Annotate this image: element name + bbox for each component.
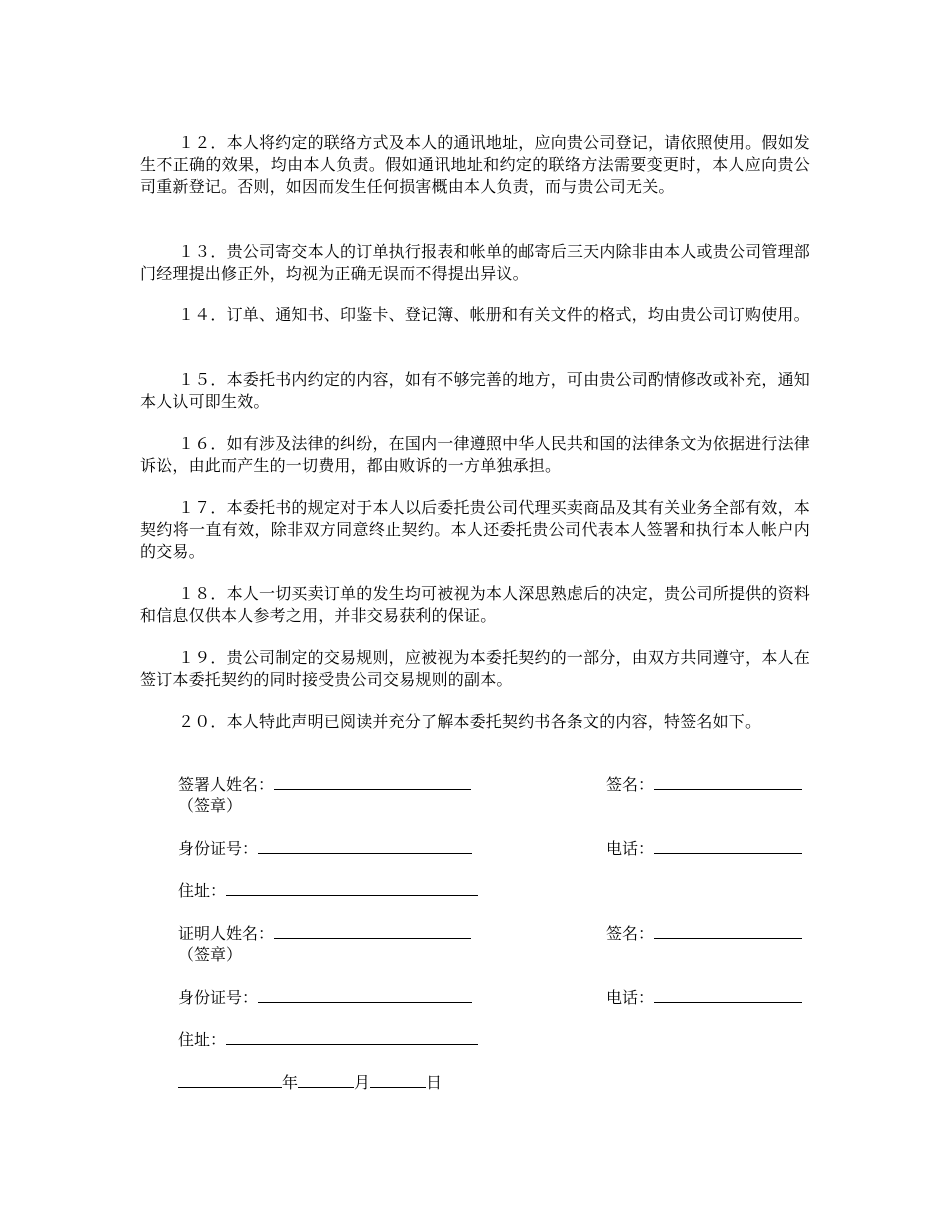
signer-name-label: 签署人姓名： xyxy=(178,775,275,794)
witness-sign-row xyxy=(606,922,802,945)
clause-20: ２０．本人特此声明已阅读并充分了解本委托契约书各条文的内容，特签名如下。 xyxy=(178,712,762,731)
witness-phone-label: 电话： xyxy=(606,988,655,1007)
clause-14: １４．订单、通知书、印鉴卡、登记簿、帐册和有关文件的格式，均由贵公司订购使用。 xyxy=(178,305,810,324)
year-field[interactable] xyxy=(178,1071,282,1088)
clause-18: １８．本人一切买卖订单的发生均可被视为本人深思熟虑后的决定，贵公司所提供的资料和信息仅供本人参考之用，并非交易获利的保证。 xyxy=(140,584,810,625)
signer-id-field[interactable] xyxy=(258,837,472,854)
witness-address-field[interactable] xyxy=(226,1028,478,1045)
year-label: 年 xyxy=(282,1073,299,1092)
clause-17: １７．本委托书的规定对于本人以后委托贵公司代理买卖商品及其有关业务全部有效，本契约将一直有效，除非双方同意终止契约。本人还委托贵公司代表本人签署和执行本人帐户内的交易。 xyxy=(140,498,810,561)
signer-address-label: 住址： xyxy=(178,881,227,900)
month-field[interactable] xyxy=(298,1071,354,1088)
signer-sign-label: 签名： xyxy=(606,775,655,794)
day-label: 日 xyxy=(426,1073,443,1092)
signer-phone-label: 电话： xyxy=(606,839,655,858)
month-label: 月 xyxy=(354,1073,371,1092)
clause-12: １２．本人将约定的联络方式及本人的通讯地址，应向贵公司登记，请依照使用。假如发生不正确的效果，均由本人负责。假如通讯地址和约定的联络方法需要变更时，本人应向贵公司重新登记。否则，如因而发生任何损害概由本人负责，而与贵公司无关。 xyxy=(140,133,810,196)
signer-sign-row xyxy=(606,773,802,796)
signer-phone-row xyxy=(606,837,802,860)
signer-name-field[interactable] xyxy=(274,773,471,790)
signer-id-row xyxy=(178,837,472,860)
witness-phone-field[interactable] xyxy=(654,986,802,1003)
signer-phone-field[interactable] xyxy=(654,837,802,854)
signer-seal-label: （签章） xyxy=(178,796,243,815)
witness-sign-label: 签名： xyxy=(606,924,655,943)
witness-seal-label: （签章） xyxy=(178,945,243,964)
witness-id-field[interactable] xyxy=(258,986,472,1003)
signer-address-field[interactable] xyxy=(226,879,478,896)
day-field[interactable] xyxy=(370,1071,426,1088)
clause-19: １９．贵公司制定的交易规则，应被视为本委托契约的一部分，由双方共同遵守，本人在签订本委托契约的同时接受贵公司交易规则的副本。 xyxy=(140,648,810,689)
clause-16: １６．如有涉及法律的纠纷，在国内一律遵照中华人民共和国的法律条文为依据进行法律诉讼，由此而产生的一切费用，都由败诉的一方单独承担。 xyxy=(140,434,810,475)
witness-sign-field[interactable] xyxy=(654,922,802,939)
signer-address-row xyxy=(178,879,478,902)
witness-id-label: 身份证号： xyxy=(178,988,259,1007)
witness-address-row xyxy=(178,1028,478,1051)
signer-sign-field[interactable] xyxy=(654,773,802,790)
clause-15: １５．本委托书内约定的内容，如有不够完善的地方，可由贵公司酌情修改或补充，通知本人认可即生效。 xyxy=(140,370,810,411)
witness-name-label: 证明人姓名： xyxy=(178,924,275,943)
witness-phone-row xyxy=(606,986,802,1009)
witness-name-field[interactable] xyxy=(274,922,471,939)
signer-name-row xyxy=(178,773,471,796)
witness-name-row xyxy=(178,922,471,945)
witness-address-label: 住址： xyxy=(178,1030,227,1049)
clause-13: １３．贵公司寄交本人的订单执行报表和帐单的邮寄后三天内除非由本人或贵公司管理部门经理提出修正外，均视为正确无误而不得提出异议。 xyxy=(140,242,810,283)
date-row xyxy=(178,1071,442,1094)
signer-id-label: 身份证号： xyxy=(178,839,259,858)
witness-id-row xyxy=(178,986,472,1009)
